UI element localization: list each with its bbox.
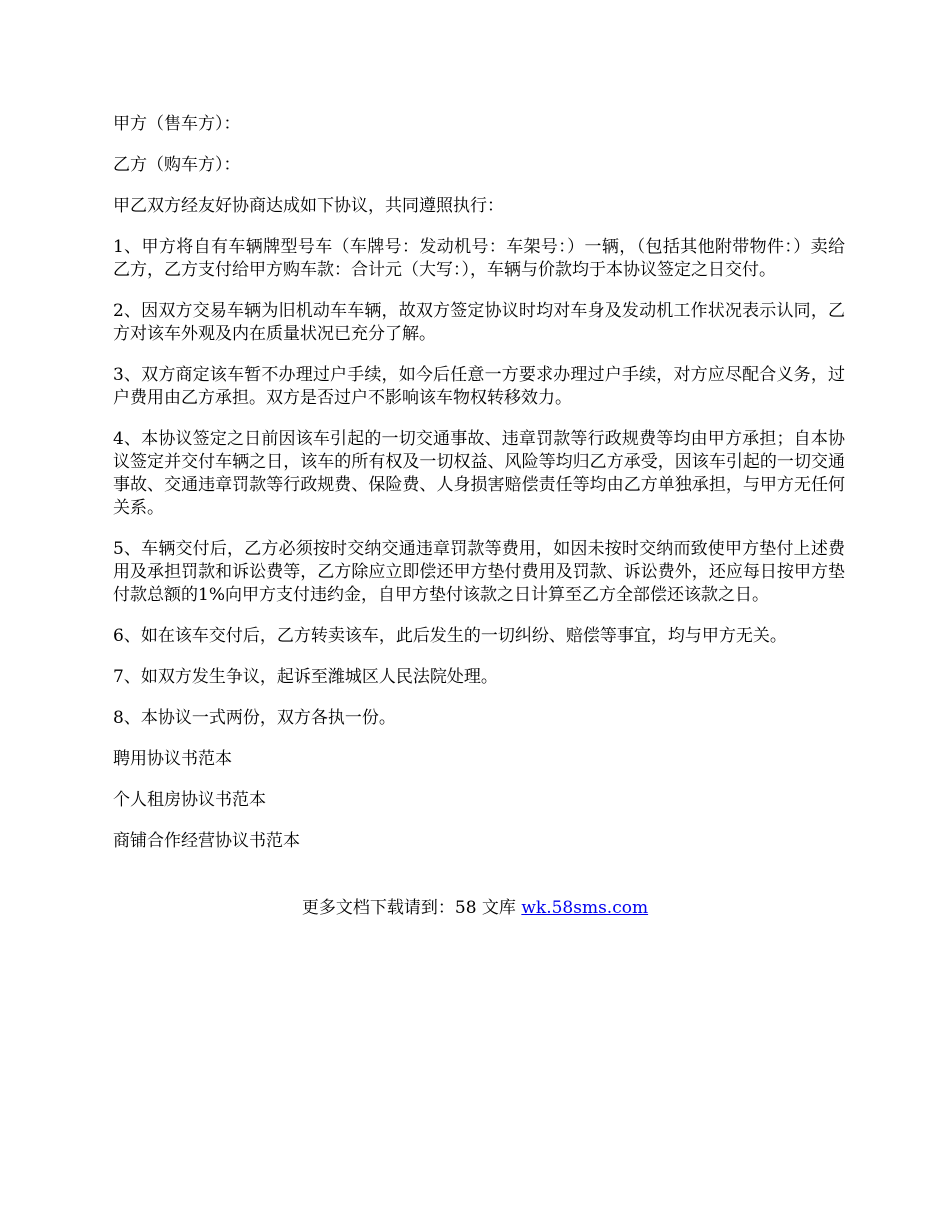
clause-6: 6、如在该车交付后，乙方转卖该车，此后发生的一切纠纷、赔偿等事宜，均与甲方无关。	[113, 626, 787, 646]
clause-2: 2、因双方交易车辆为旧机动车车辆，故双方签定协议时均对车身及发动机工作状况表示认同，乙方对该车外观及内在质量状况已充分了解。	[113, 301, 845, 344]
clause-8: 8、本协议一式两份，双方各执一份。	[113, 708, 396, 728]
download-footer	[0, 897, 950, 920]
clause-4: 4、本协议签定之日前因该车引起的一切交通事故、违章罚款等行政规费等均由甲方承担；自本协议签定并交付车辆之日，该车的所有权及一切权益、风险等均归乙方承受，因该车引起的一切交通事故、交通违章罚款等行政规费、保险费、人身损害赔偿责任等均由乙方单独承担，与甲方无任何关系。	[113, 429, 845, 518]
intro-paragraph: 甲乙双方经友好协商达成如下协议，共同遵照执行：	[113, 196, 504, 216]
party-a-line: 甲方（售车方）：	[113, 114, 241, 134]
related-doc-2: 个人租房协议书范本	[113, 790, 266, 810]
footer-link[interactable]: wk.58sms.com	[521, 898, 649, 918]
clause-1: 1、甲方将自有车辆牌型号车（车牌号：发动机号：车架号：）一辆，（包括其他附带物件：）卖给乙方，乙方支付给甲方购车款：合计元（大写：），车辆与价款均于本协议签定之日交付。	[113, 237, 845, 280]
footer-text: 更多文档下载请到：58 文库	[301, 898, 522, 918]
document-body	[113, 113, 845, 871]
party-b-line: 乙方（购车方）：	[113, 155, 241, 175]
related-doc-1: 聘用协议书范本	[113, 749, 232, 769]
clause-3: 3、双方商定该车暂不办理过户手续，如今后任意一方要求办理过户手续，对方应尽配合义务，过户费用由乙方承担。双方是否过户不影响该车物权转移效力。	[113, 365, 845, 408]
clause-5: 5、车辆交付后，乙方必须按时交纳交通违章罚款等费用，如因未按时交纳而致使甲方垫付上述费用及承担罚款和诉讼费等，乙方除应立即偿还甲方垫付费用及罚款、诉讼费外，还应每日按甲方垫付款总额的1%向甲方支付违约金，自甲方垫付该款之日计算至乙方全部偿还该款之日。	[113, 539, 845, 605]
related-doc-3: 商铺合作经营协议书范本	[113, 831, 300, 851]
clause-7: 7、如双方发生争议，起诉至潍城区人民法院处理。	[113, 667, 498, 687]
